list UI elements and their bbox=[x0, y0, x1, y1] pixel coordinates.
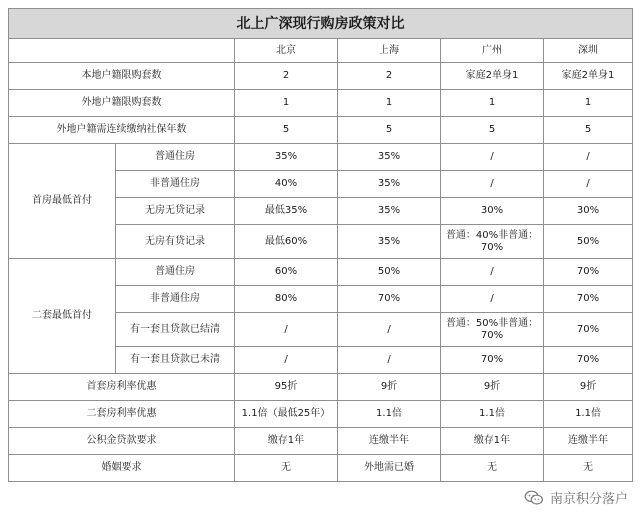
cell: 2 bbox=[338, 63, 441, 90]
cell: 普通：40%非普通：70% bbox=[441, 225, 544, 259]
policy-table-container bbox=[8, 8, 632, 482]
sub-row-label: 有一套且贷款已未清 bbox=[116, 347, 235, 374]
cell: 1.1倍 bbox=[338, 401, 441, 428]
cell: / bbox=[544, 171, 633, 198]
column-header: 北京 bbox=[235, 39, 338, 63]
sub-row-label: 非普通住房 bbox=[116, 286, 235, 313]
column-header: 深圳 bbox=[544, 39, 633, 63]
cell: 缴存1年 bbox=[441, 428, 544, 455]
cell: 35% bbox=[338, 144, 441, 171]
cell: 5 bbox=[338, 117, 441, 144]
row-label: 本地户籍限购套数 bbox=[9, 63, 235, 90]
cell: 2 bbox=[235, 63, 338, 90]
sub-row-label: 无房有贷记录 bbox=[116, 225, 235, 259]
cell: 35% bbox=[235, 144, 338, 171]
row-label: 外地户籍需连续缴纳社保年数 bbox=[9, 117, 235, 144]
header-blank bbox=[9, 39, 235, 63]
cell: 1 bbox=[441, 90, 544, 117]
row-label: 二套房利率优惠 bbox=[9, 401, 235, 428]
cell: 1 bbox=[338, 90, 441, 117]
cell: 5 bbox=[441, 117, 544, 144]
cell: / bbox=[235, 313, 338, 347]
cell: 家庭2单身1 bbox=[441, 63, 544, 90]
cell: 连缴半年 bbox=[338, 428, 441, 455]
table-row bbox=[9, 144, 633, 171]
policy-comparison-table bbox=[8, 8, 633, 482]
cell: 95折 bbox=[235, 374, 338, 401]
row-label: 公积金贷款要求 bbox=[9, 428, 235, 455]
cell: 最低60% bbox=[235, 225, 338, 259]
cell: 70% bbox=[544, 313, 633, 347]
cell: 70% bbox=[544, 347, 633, 374]
row-label: 外地户籍限购套数 bbox=[9, 90, 235, 117]
sub-row-label: 无房无贷记录 bbox=[116, 198, 235, 225]
cell: 35% bbox=[338, 171, 441, 198]
cell: 1 bbox=[235, 90, 338, 117]
cell: 9折 bbox=[338, 374, 441, 401]
cell: / bbox=[441, 171, 544, 198]
sub-row-label: 有一套且贷款已结清 bbox=[116, 313, 235, 347]
cell: 35% bbox=[338, 198, 441, 225]
cell: 70% bbox=[544, 259, 633, 286]
cell: 5 bbox=[235, 117, 338, 144]
cell: / bbox=[235, 347, 338, 374]
group-label: 二套最低首付 bbox=[9, 259, 116, 374]
table-title: 北上广深现行购房政策对比 bbox=[9, 9, 633, 39]
cell: 60% bbox=[235, 259, 338, 286]
table-row bbox=[9, 455, 633, 482]
cell: 1.1倍（最低25年） bbox=[235, 401, 338, 428]
cell: 5 bbox=[544, 117, 633, 144]
row-label: 婚姻要求 bbox=[9, 455, 235, 482]
cell: / bbox=[338, 313, 441, 347]
table-row bbox=[9, 259, 633, 286]
watermark bbox=[524, 488, 628, 507]
cell: 1.1倍 bbox=[544, 401, 633, 428]
cell: 1.1倍 bbox=[441, 401, 544, 428]
watermark-text: 南京积分落户 bbox=[549, 492, 628, 507]
table-row bbox=[9, 428, 633, 455]
cell: / bbox=[441, 259, 544, 286]
sub-row-label: 普通住房 bbox=[116, 259, 235, 286]
cell: 30% bbox=[544, 198, 633, 225]
cell: 30% bbox=[441, 198, 544, 225]
sub-row-label: 普通住房 bbox=[116, 144, 235, 171]
wechat-icon bbox=[524, 490, 544, 506]
table-row bbox=[9, 374, 633, 401]
cell: 家庭2单身1 bbox=[544, 63, 633, 90]
table-row bbox=[9, 401, 633, 428]
table-row bbox=[9, 63, 633, 90]
sub-row-label: 非普通住房 bbox=[116, 171, 235, 198]
cell: 70% bbox=[544, 286, 633, 313]
cell: 70% bbox=[441, 347, 544, 374]
cell: 9折 bbox=[441, 374, 544, 401]
cell: 50% bbox=[338, 259, 441, 286]
cell: 9折 bbox=[544, 374, 633, 401]
cell: 50% bbox=[544, 225, 633, 259]
cell: / bbox=[441, 286, 544, 313]
cell: 连缴半年 bbox=[544, 428, 633, 455]
cell: / bbox=[441, 144, 544, 171]
cell: 1 bbox=[544, 90, 633, 117]
table-row bbox=[9, 90, 633, 117]
cell: 80% bbox=[235, 286, 338, 313]
cell: 最低35% bbox=[235, 198, 338, 225]
header-row bbox=[9, 39, 633, 63]
cell: 35% bbox=[338, 225, 441, 259]
table-row bbox=[9, 117, 633, 144]
cell: 外地需已婚 bbox=[338, 455, 441, 482]
cell: 无 bbox=[441, 455, 544, 482]
cell: 70% bbox=[338, 286, 441, 313]
cell: 40% bbox=[235, 171, 338, 198]
group-label: 首房最低首付 bbox=[9, 144, 116, 259]
row-label: 首套房利率优惠 bbox=[9, 374, 235, 401]
cell: / bbox=[338, 347, 441, 374]
cell: 缴存1年 bbox=[235, 428, 338, 455]
column-header: 广州 bbox=[441, 39, 544, 63]
column-header: 上海 bbox=[338, 39, 441, 63]
cell: 普通：50%非普通：70% bbox=[441, 313, 544, 347]
cell: / bbox=[544, 144, 633, 171]
cell: 无 bbox=[544, 455, 633, 482]
cell: 无 bbox=[235, 455, 338, 482]
